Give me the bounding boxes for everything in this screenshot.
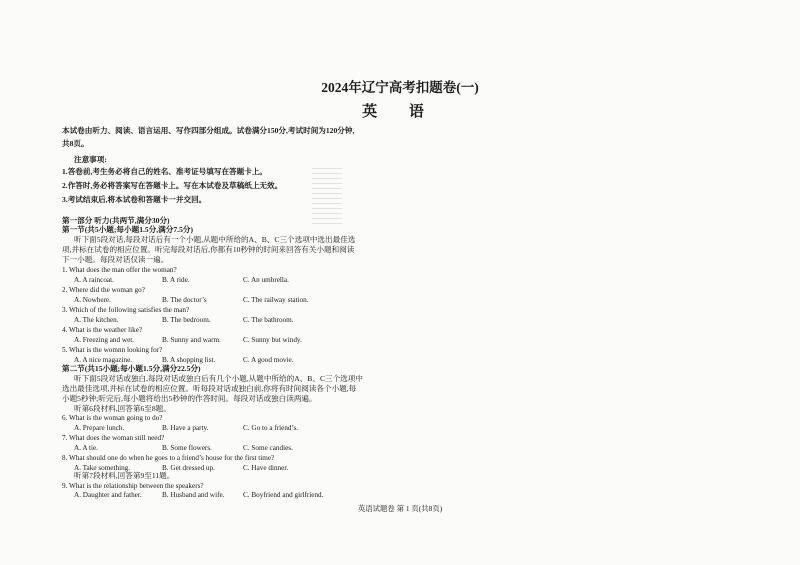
q9-option-b: B. Husband and wife.	[162, 491, 225, 499]
q3-option-a: A. The kitchen.	[74, 316, 119, 324]
material-7-note: 听第7段材料,回答第9至11题。	[74, 471, 175, 480]
q6-option-b: B. Have a party.	[162, 424, 209, 432]
q6-option-c: C. Go to a friend’s.	[243, 424, 299, 432]
q2-option-c: C. The railway station.	[243, 296, 309, 304]
section1-heading: 第一节(共5小题;每小题1.5分,满分7.5分)	[62, 225, 193, 234]
intro-line-1: 本试卷由听力、阅读、语言运用、写作四部分组成。试卷满分150分,考试时间为120分钟,	[62, 126, 355, 135]
question-4: 4. What is the weather like?	[62, 326, 143, 334]
q4-option-c: C. Sunny but windy.	[243, 336, 302, 344]
q5-option-b: B. A shopping list.	[162, 356, 216, 364]
subject-title: 英 语	[362, 104, 438, 120]
intro-line-2: 共8页。	[62, 139, 89, 148]
q4-option-a: A. Freezing and wet.	[74, 336, 135, 344]
q7-option-b: B. Some flowers.	[162, 444, 212, 452]
q2-option-a: A. Nowhere.	[74, 296, 111, 304]
q3-option-b: B. The bedroom.	[162, 316, 211, 324]
section2-instruction-1: 听下面5段对话或独白,每段对话或独白后有几个小题,从题中所给的A、B、C三个选项中	[74, 374, 363, 383]
notice-item-3: 3.考试结束后,将本试卷和答题卡一并交回。	[62, 195, 207, 204]
question-8: 8. What should one do when he goes to a friend’s house for the first time?	[62, 454, 275, 462]
section2-instruction-3: 小题5秒钟;听完后,每小题将给出5秒钟的作答时间。每段对话或独白读两遍。	[62, 394, 317, 403]
q8-option-a: A. Take something.	[74, 464, 131, 472]
question-3: 3. Which of the following satisfies the man?	[62, 306, 190, 314]
section2-heading: 第二节(共15小题;每小题1.5分,满分22.5分)	[62, 364, 201, 373]
q1-option-b: B. A ride.	[162, 276, 190, 284]
question-5: 5. What is the womnn looking for?	[62, 346, 163, 354]
question-1: 1. What does the man offer the woman?	[62, 266, 177, 274]
q1-option-c: C. An umbrella.	[243, 276, 289, 284]
scan-smudge	[312, 168, 342, 224]
section1-instruction-1: 听下面5段对话,每段对话后有一个小题,从题中所给的A、B、C三个选项中选出最佳选	[74, 235, 356, 244]
q9-option-a: A. Daughter and father.	[74, 491, 142, 499]
section2-instruction-2: 选出最佳选项,并标在试卷的相应位置。听每段对话或独白前,你将有时间阅读各个小题,每	[62, 384, 357, 393]
q2-option-b: B. The doctor’s	[162, 296, 207, 304]
q5-option-a: A. A nice magazine.	[74, 356, 133, 364]
question-6: 6. What is the woman going to do?	[62, 414, 163, 422]
q8-option-c: C. Have dinner.	[243, 464, 289, 472]
q8-option-b: B. Get dressed up.	[162, 464, 215, 472]
notice-item-2: 2.作答时,务必将答案写在答题卡上。写在本试卷及草稿纸上无效。	[62, 181, 283, 190]
exam-title: 2024年辽宁高考扣题卷(一)	[321, 80, 479, 95]
q4-option-b: B. Sunny and warm.	[162, 336, 221, 344]
notice-item-1: 1.答卷前,考生务必将自己的姓名、准考证号填写在答题卡上。	[62, 167, 268, 176]
q9-option-c: C. Boyfriend and girlfriend.	[243, 491, 324, 499]
question-9: 9. What is the relationship between the speakers?	[62, 482, 204, 490]
part1-heading: 第一部分 听力(共两节,满分30分)	[62, 216, 170, 225]
q6-option-a: A. Prepare lunch.	[74, 424, 125, 432]
q7-option-a: A. A tie.	[74, 444, 98, 452]
q1-option-a: A. A raincoat.	[74, 276, 114, 284]
page-footer: 英语试题卷 第 1 页(共8页)	[357, 504, 443, 513]
question-7: 7. What does the woman still need?	[62, 434, 165, 442]
section1-instruction-2: 项,并标在试卷的相应位置。听完每段对话后,你都有10秒钟的时间来回答有关小题和阅读	[62, 245, 355, 254]
q3-option-c: C. The bathroom.	[243, 316, 294, 324]
material-6-note: 听第6段材料,回答第6至8题。	[74, 404, 171, 413]
section1-instruction-3: 下一小题。每段对话仅读一遍。	[62, 255, 169, 264]
q5-option-c: C. A good movie.	[243, 356, 294, 364]
q7-option-c: C. Some candies.	[243, 444, 293, 452]
notice-heading: 注意事项:	[74, 155, 107, 164]
question-2: 2. Where did the woman go?	[62, 286, 145, 294]
